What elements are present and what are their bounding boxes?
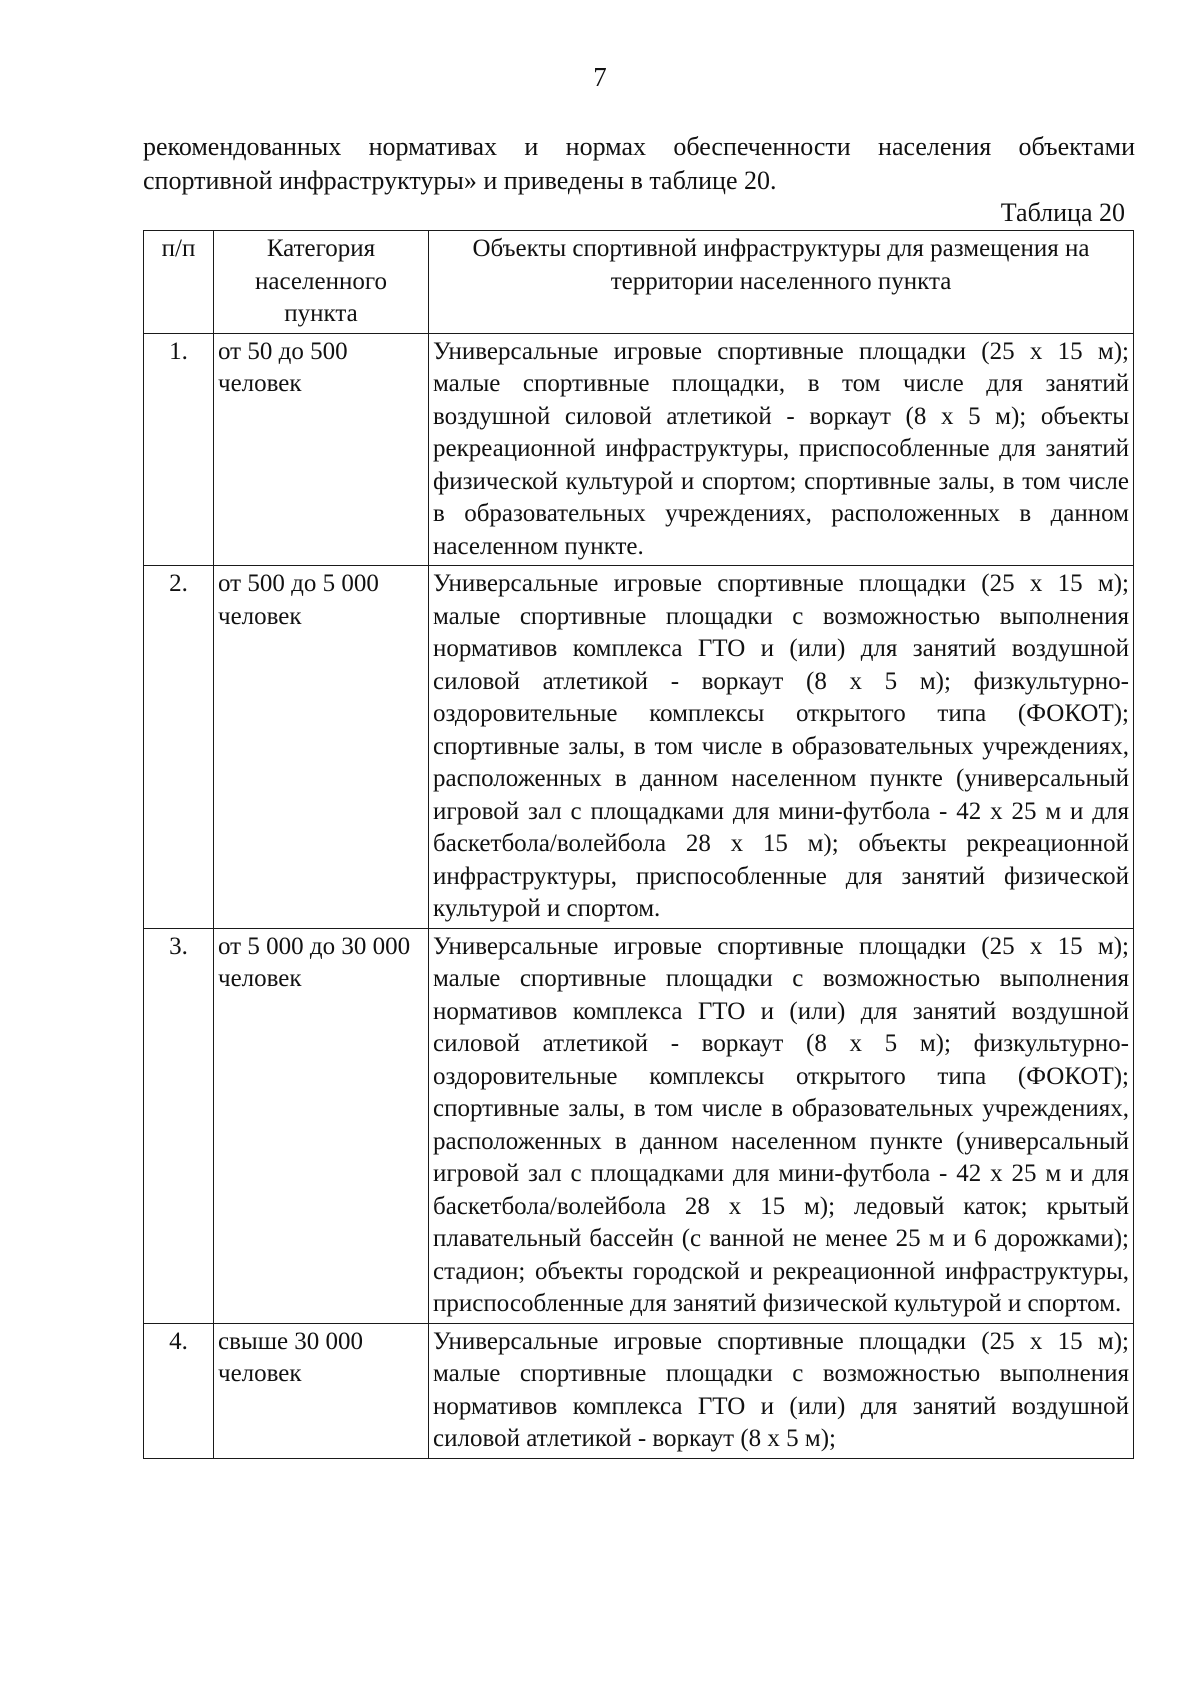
header-number: п/п: [144, 231, 214, 334]
page-number: 7: [593, 62, 607, 92]
table-body: [144, 333, 1134, 1458]
sports-infrastructure-table: [143, 230, 1134, 1459]
table-row: [144, 333, 1134, 566]
row-category: от 500 до 5 000 человек: [214, 566, 429, 929]
row-category: от 50 до 500 человек: [214, 333, 429, 566]
header-row: [144, 231, 1134, 334]
row-number: 4.: [144, 1323, 214, 1458]
table-row: [144, 1323, 1134, 1458]
row-objects: Универсальные игровые спортивные площадки (25 х 15 м); малые спортивные площадки с возможностью выполнения нормативов комплекса ГТО и (или) для занятий воздушной силовой атлетикой - воркаут (8 х 5 м); физкультурно-оздоровительные комплексы открытого типа (ФОКОТ); спортивные залы, в том числе в образовательных учреждениях, расположенных в данном населенном пункте (универсальный игровой зал с площадками для мини-футбола - 42 х 25 м и для баскетбола/волейбола 28 х 15 м); объекты рекреационной инфраструктуры, приспособленные для занятий физической культурой и спортом.: [429, 566, 1134, 929]
header-objects: Объекты спортивной инфраструктуры для размещения на территории населенного пункта: [429, 231, 1134, 334]
row-objects: Универсальные игровые спортивные площадки (25 х 15 м); малые спортивные площадки с возможностью выполнения нормативов комплекса ГТО и (или) для занятий воздушной силовой атлетикой - воркаут (8 х 5 м);: [429, 1323, 1134, 1458]
row-number: 2.: [144, 566, 214, 929]
row-category: от 5 000 до 30 000 человек: [214, 928, 429, 1323]
intro-paragraph: рекомендованных нормативах и нормах обеспеченности населения объектами спортивной инфраструктуры» и приведены в таблице 20.: [143, 132, 1135, 195]
table-row: [144, 566, 1134, 929]
row-objects: Универсальные игровые спортивные площадки (25 х 15 м); малые спортивные площадки, в том числе для занятий воздушной силовой атлетикой - воркаут (8 х 5 м); объекты рекреационной инфраструктуры, приспособленные для занятий физической культурой и спортом; спортивные залы, в том числе в образовательных учреждениях, расположенных в данном населенном пункте.: [429, 333, 1134, 566]
table-header: [144, 231, 1134, 334]
row-number: 3.: [144, 928, 214, 1323]
row-number: 1.: [144, 333, 214, 566]
table-caption: Таблица 20: [1000, 198, 1125, 227]
header-category: Категория населенного пункта: [214, 231, 429, 334]
row-category: свыше 30 000 человек: [214, 1323, 429, 1458]
table-row: [144, 928, 1134, 1323]
row-objects: Универсальные игровые спортивные площадки (25 х 15 м); малые спортивные площадки с возможностью выполнения нормативов комплекса ГТО и (или) для занятий воздушной силовой атлетикой - воркаут (8 х 5 м); физкультурно-оздоровительные комплексы открытого типа (ФОКОТ); спортивные залы, в том числе в образовательных учреждениях, расположенных в данном населенном пункте (универсальный игровой зал с площадками для мини-футбола - 42 х 25 м и для баскетбола/волейбола 28 х 15 м); ледовый каток; крытый плавательный бассейн (с ванной не менее 25 м и 6 дорожками); стадион; объекты городской и рекреационной инфраструктуры, приспособленные для занятий физической культурой и спортом.: [429, 928, 1134, 1323]
